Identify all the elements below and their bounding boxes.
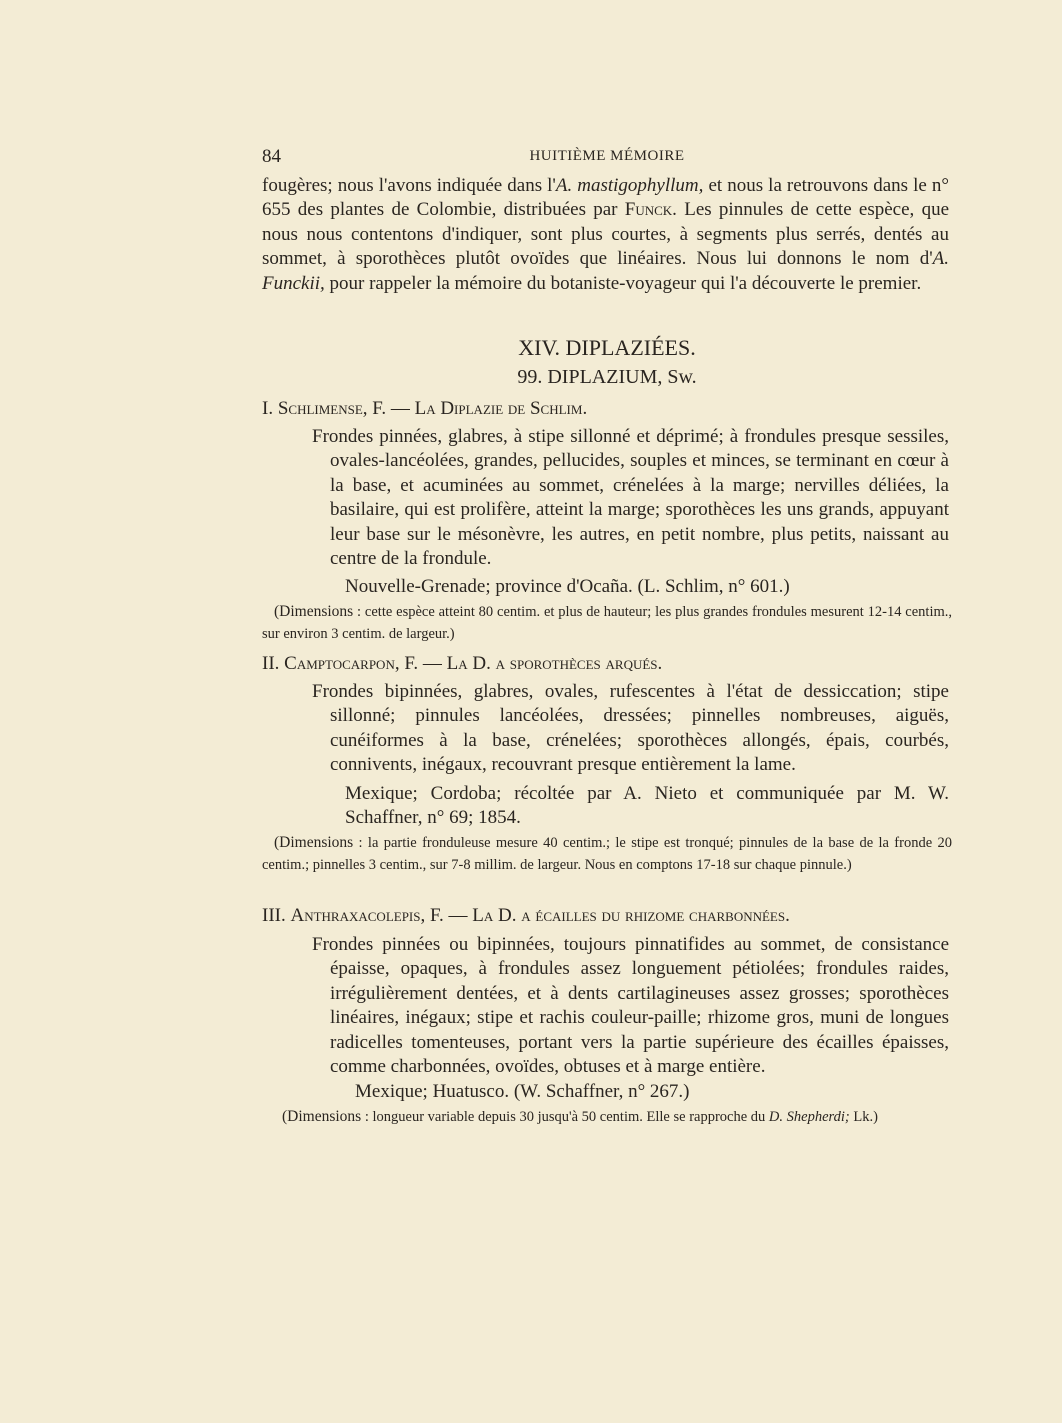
species-locality: Mexique; Cordoba; récoltée par A. Nieto et communiquée par M. W. Schaffner, n° 69; 1854. — [345, 783, 949, 829]
genus-title: 99. DIPLAZIUM, Sw. — [517, 366, 697, 388]
species-description: Frondes bipinnées, glabres, ovales, rufescentes à l'état de dessiccation; stipe sillonné; pinnules lancéolées, dressées; pinnelles nombreuses, aiguës, cunéiformes à la base, crénelées; sporothèces allongés, épais, courbés, connivents, inégaux, recouvrant presque entièrement la lame. — [312, 681, 949, 776]
species-dimensions: (Dimensions : cette espèce atteint 80 centim. et plus de hauteur; les plus grandes frondules mesurent 12-14 centim., sur environ 3 centim. de largeur.) — [262, 603, 952, 642]
species-locality: Mexique; Huatusco. (W. Schaffner, n° 267.) — [355, 1081, 690, 1102]
species-description: Frondes pinnées, glabres, à stipe sillonné et déprimé; à frondules presque sessiles, ovales-lancéolées, grandes, pellucides, souples et minces, se terminant en cœur à la base, et acuminées au sommet, crénelées à la marge; nervilles déliées, la basilaire, qui est prolifère, atteint la marge; sporothèces les uns grands, appuyant leur base sur le mésonèvre, les autres, en petit nombre, plus petits, naissant au centre de la frondule. — [312, 426, 949, 570]
page-header — [262, 146, 952, 170]
page-number: 84 — [262, 146, 281, 167]
species-locality: Nouvelle-Grenade; province d'Ocaña. (L. Schlim, n° 601.) — [345, 576, 790, 597]
running-title: HUITIÈME MÉMOIRE — [529, 148, 685, 164]
species-heading: II. Camptocarpon, F. — La D. a sporothèces arqués. — [262, 653, 663, 674]
section-title: XIV. DIPLAZIÉES. — [518, 335, 696, 360]
intro-paragraph: fougères; nous l'avons indiquée dans l'A. mastigophyllum, et nous la retrouvons dans le n° 655 des plantes de Colombie, distribuées par Funck. Les pinnules de cette espèce, que nous nous contentons d'indiquer, sont plus courtes, à segments plus serrés, dentés au sommet, à sporothèces plutôt ovoïdes que linéaires. Nous lui donnons le nom d'A. Funckii, pour rappeler la mémoire du botaniste-voyageur qui l'a découverte le premier. — [262, 175, 949, 294]
species-description: Frondes pinnées ou bipinnées, toujours pinnatifides au sommet, de consistance épaisse, opaques, à frondules assez longuement pétiolées; frondules raides, irrégulièrement dentées, et à dents cartilagineuses assez grosses; sporothèces linéaires, inégaux; stipe et rachis couleur-paille; rhizome gros, muni de longues radicelles tomenteuses, portant vers la partie supérieure des écailles épaisses, comme charbonnées, ovoïdes, obtuses et à marge entière. — [312, 934, 949, 1078]
species-dimensions: (Dimensions : la partie fronduleuse mesure 40 centim.; le stipe est tronqué; pinnules de la base de la fronde 20 centim.; pinnelles 3 centim., sur 7-8 millim. de largeur. Nous en comptons 17-18 sur chaque pinnule.) — [262, 834, 952, 873]
species-heading: III. Anthraxacolepis, F. — La D. a écailles du rhizome charbonnées. — [262, 905, 790, 926]
species-heading: I. Schlimense, F. — La Diplazie de Schlim. — [262, 398, 588, 419]
species-dimensions: (Dimensions : longueur variable depuis 30 jusqu'à 50 centim. Elle se rapproche du D. Shepherdi; Lk.) — [282, 1108, 878, 1125]
